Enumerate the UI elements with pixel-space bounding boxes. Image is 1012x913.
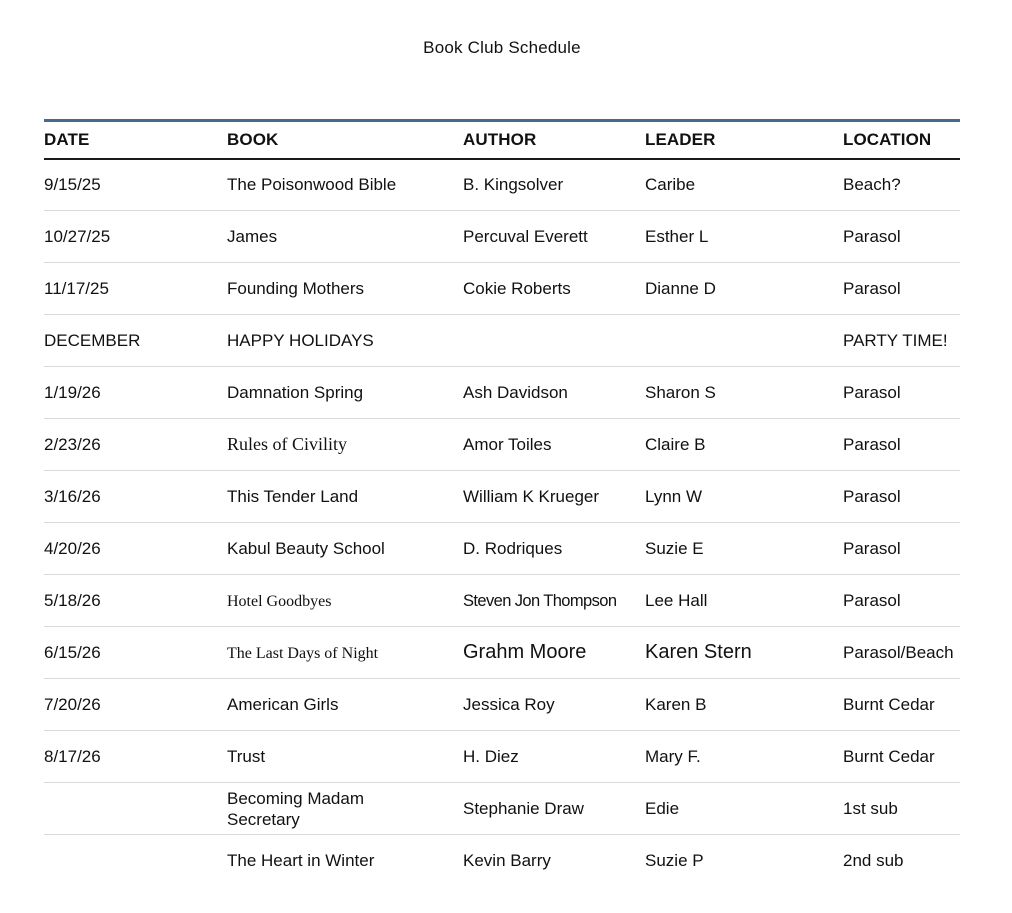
cell-text: Amor Toiles [463,434,552,454]
cell-text: Sharon S [645,382,716,402]
cell-location [843,679,960,731]
cell-text: Parasol [843,590,901,610]
cell-text: 5/18/26 [44,590,101,610]
cell-text: Parasol [843,382,901,402]
cell-book [227,731,463,783]
cell-text: 9/15/25 [44,174,101,194]
cell-leader [645,835,843,887]
cell-author [463,835,645,887]
table-row [44,835,960,887]
cell-author [463,315,645,367]
cell-text: Steven Jon Thompson [463,591,617,610]
cell-text: 7/20/26 [44,694,101,714]
cell-author [463,523,645,575]
cell-book [227,783,463,835]
cell-book [227,679,463,731]
cell-text: HAPPY HOLIDAYS [227,330,374,350]
cell-text: Stephanie Draw [463,798,584,818]
cell-leader [645,679,843,731]
cell-text: Becoming Madam Secretary [227,788,365,829]
cell-text: H. Diez [463,746,519,766]
cell-text: Karen B [645,694,707,714]
cell-text: DECEMBER [44,330,141,350]
table-row [44,367,960,419]
cell-author [463,211,645,263]
cell-location [843,627,960,679]
cell-date [44,263,227,315]
cell-text: 2nd sub [843,850,904,870]
cell-text: William K Krueger [463,486,600,506]
cell-text: Ash Davidson [463,382,568,402]
cell-text: 1st sub [843,798,898,818]
cell-text: Jessica Roy [463,694,555,714]
table-row [44,731,960,783]
cell-text: D. Rodriques [463,538,563,558]
cell-text: Dianne D [645,278,716,298]
cell-location [843,523,960,575]
cell-location [843,315,960,367]
cell-text: Mary F. [645,746,701,766]
cell-text: Parasol [843,538,901,558]
cell-leader [645,159,843,211]
cell-text: 3/16/26 [44,486,101,506]
cell-text: Parasol [843,226,901,246]
cell-leader [645,731,843,783]
cell-text: Grahm Moore [463,641,587,663]
cell-date [44,575,227,627]
table-row [44,263,960,315]
cell-author [463,575,645,627]
cell-text: Lynn W [645,486,703,506]
cell-text: Suzie E [645,538,704,558]
column-header-author: AUTHOR [463,129,537,149]
cell-text: Parasol/Beach [843,642,954,662]
cell-book [227,419,463,471]
cell-text: This Tender Land [227,486,359,506]
cell-author [463,783,645,835]
table-row [44,471,960,523]
cell-location [843,783,960,835]
table-row [44,679,960,731]
cell-author [463,471,645,523]
cell-book [227,471,463,523]
cell-book [227,211,463,263]
cell-date [44,523,227,575]
cell-text: Trust [227,746,266,766]
cell-date [44,835,227,887]
cell-date [44,211,227,263]
cell-text: Kevin Barry [463,850,551,870]
cell-text: Parasol [843,278,901,298]
table-row [44,627,960,679]
cell-text: Lee Hall [645,590,708,610]
cell-date [44,783,227,835]
table-row [44,315,960,367]
schedule-table [44,119,960,887]
cell-date [44,627,227,679]
page-title: Book Club Schedule [423,38,581,57]
cell-book [227,627,463,679]
cell-text: Burnt Cedar [843,694,935,714]
cell-author [463,419,645,471]
cell-text: PARTY TIME! [843,330,948,350]
cell-text: The Heart in Winter [227,850,375,870]
cell-location [843,367,960,419]
cell-location [843,575,960,627]
cell-leader [645,575,843,627]
cell-text: 11/17/25 [44,278,109,298]
cell-text: Karen Stern [645,641,752,663]
cell-author [463,263,645,315]
cell-location [843,419,960,471]
cell-text: 6/15/26 [44,642,101,662]
cell-author [463,679,645,731]
cell-book [227,315,463,367]
cell-book [227,835,463,887]
cell-text: Claire B [645,434,706,454]
cell-text: Founding Mothers [227,278,365,298]
cell-date [44,419,227,471]
table-row [44,159,960,211]
cell-text: 1/19/26 [44,382,101,402]
cell-text: Kabul Beauty School [227,538,385,558]
cell-author [463,627,645,679]
cell-location [843,211,960,263]
cell-text: 8/17/26 [44,746,101,766]
cell-location [843,471,960,523]
table-row [44,419,960,471]
cell-leader [645,315,843,367]
cell-location [843,159,960,211]
cell-book [227,367,463,419]
cell-text: Suzie P [645,850,704,870]
cell-text: 2/23/26 [44,434,101,454]
cell-date [44,731,227,783]
cell-leader [645,419,843,471]
cell-book [227,263,463,315]
table-header [44,121,960,159]
cell-text: Rules of Civility [227,434,348,454]
cell-leader [645,367,843,419]
cell-author [463,159,645,211]
column-header-leader: LEADER [645,129,716,149]
cell-text: Damnation Spring [227,382,364,402]
cell-text: Esther L [645,226,709,246]
cell-text: Hotel Goodbyes [227,592,332,610]
cell-text: Percuval Everett [463,226,588,246]
cell-text: American Girls [227,694,339,714]
cell-text: Cokie Roberts [463,278,571,298]
table-body [44,159,960,887]
table-row [44,211,960,263]
cell-leader [645,211,843,263]
cell-book [227,159,463,211]
cell-text: James [227,226,278,246]
cell-text: Beach? [843,174,901,194]
cell-text: B. Kingsolver [463,174,564,194]
table-row [44,575,960,627]
cell-book [227,523,463,575]
cell-text: Parasol [843,486,901,506]
cell-text: Edie [645,798,680,818]
cell-text: The Poisonwood Bible [227,174,397,194]
cell-leader [645,523,843,575]
cell-date [44,679,227,731]
cell-text: Burnt Cedar [843,746,935,766]
cell-leader [645,263,843,315]
cell-text: The Last Days of Night [227,644,379,662]
column-header-date: DATE [44,129,90,149]
cell-date [44,367,227,419]
cell-location [843,835,960,887]
cell-book [227,575,463,627]
table-row [44,523,960,575]
cell-text: 4/20/26 [44,538,101,558]
header-row [44,121,960,159]
document-page [44,0,960,887]
cell-date [44,471,227,523]
cell-location [843,263,960,315]
column-header-book: BOOK [227,129,279,149]
cell-author [463,731,645,783]
cell-author [463,367,645,419]
cell-leader [645,627,843,679]
cell-leader [645,783,843,835]
table-row [44,783,960,835]
cell-leader [645,471,843,523]
cell-date [44,159,227,211]
cell-text: 10/27/25 [44,226,111,246]
cell-location [843,731,960,783]
cell-text: Caribe [645,174,696,194]
column-header-location: LOCATION [843,129,932,149]
cell-date [44,315,227,367]
cell-text: Parasol [843,434,901,454]
